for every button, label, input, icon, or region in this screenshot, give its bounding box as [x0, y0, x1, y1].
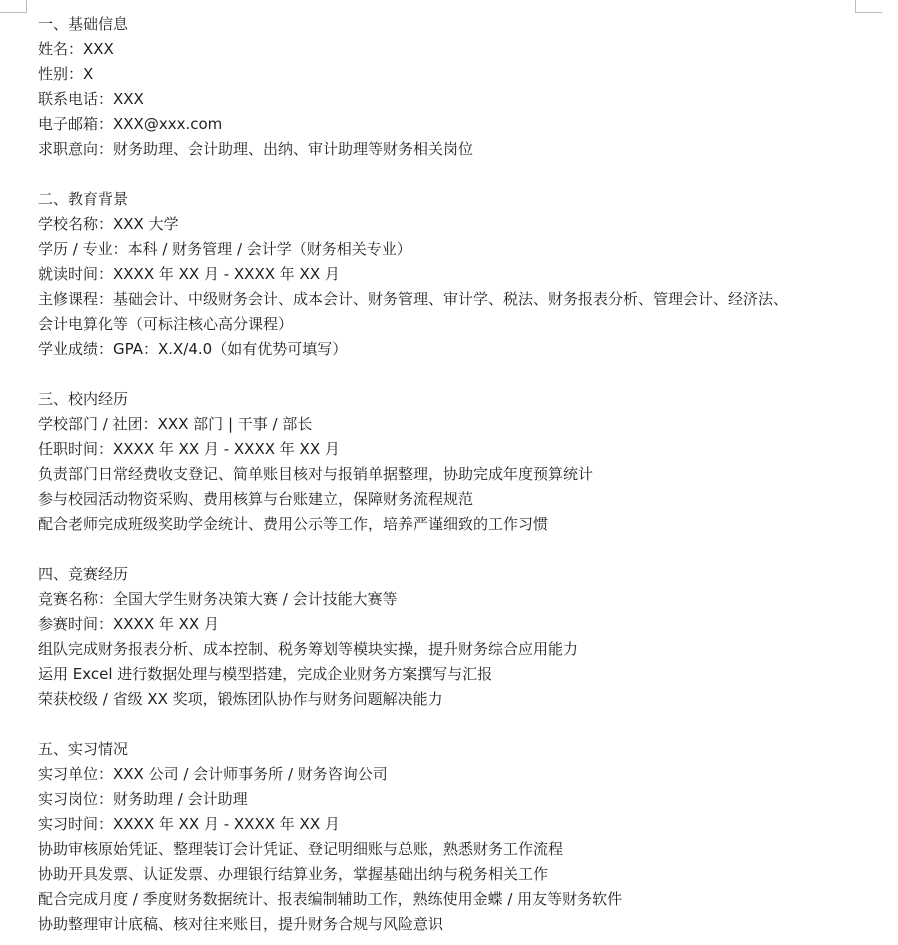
section-basic-info: [38, 12, 868, 162]
list-item: 运用 Excel 进行数据处理与模型搭建，完成企业财务方案撰写与汇报: [38, 665, 493, 683]
section-heading: 三、校内经历: [38, 390, 129, 408]
company-line: 实习单位：XXX 公司 / 会计师事务所 / 财务咨询公司: [38, 765, 388, 783]
page-corner-mark-left: [0, 0, 27, 13]
section-campus: [38, 387, 868, 537]
competition-name-line: 竞赛名称：全国大学生财务决策大赛 / 会计技能大赛等: [38, 590, 398, 608]
list-item: 协助整理审计底稿、核对往来账目，提升财务合规与风险意识: [38, 915, 444, 933]
list-item: 荣获校级 / 省级 XX 奖项，锻炼团队协作与财务问题解决能力: [38, 690, 443, 708]
section-education: [38, 187, 868, 362]
section-heading: 一、基础信息: [38, 15, 129, 33]
blank-line: [38, 162, 868, 187]
blank-line: [38, 712, 868, 737]
name-line: 姓名：XXX: [38, 40, 114, 58]
internship-period-line: 实习时间：XXXX 年 XX 月 - XXXX 年 XX 月: [38, 815, 340, 833]
section-competition: [38, 562, 868, 712]
list-item: 协助审核原始凭证、整理装订会计凭证、登记明细账与总账，熟悉财务工作流程: [38, 840, 564, 858]
section-heading: 五、实习情况: [38, 740, 129, 758]
list-item: 协助开具发票、认证发票、办理银行结算业务，掌握基础出纳与税务相关工作: [38, 865, 549, 883]
blank-line: [38, 537, 868, 562]
email-line: 电子邮箱：XXX@xxx.com: [38, 115, 223, 133]
gender-line: 性别：X: [38, 65, 94, 83]
study-period-line: 就读时间：XXXX 年 XX 月 - XXXX 年 XX 月: [38, 265, 340, 283]
tenure-line: 任职时间：XXXX 年 XX 月 - XXXX 年 XX 月: [38, 440, 340, 458]
list-item: 组队完成财务报表分析、成本控制、税务筹划等模块实操，提升财务综合应用能力: [38, 640, 579, 658]
school-line: 学校名称：XXX 大学: [38, 215, 179, 233]
gpa-line: 学业成绩：GPA：X.X/4.0（如有优势可填写）: [38, 340, 348, 358]
resume-content: [38, 12, 868, 937]
section-heading: 二、教育背景: [38, 190, 129, 208]
position-line: 实习岗位：财务助理 / 会计助理: [38, 790, 248, 808]
blank-line: [38, 362, 868, 387]
list-item: 配合老师完成班级奖助学金统计、费用公示等工作，培养严谨细致的工作习惯: [38, 515, 549, 533]
list-item: 配合完成月度 / 季度财务数据统计、报表编制辅助工作，熟练使用金蝶 / 用友等财务软件: [38, 890, 623, 908]
list-item: 参与校园活动物资采购、费用核算与台账建立，保障财务流程规范: [38, 490, 474, 508]
section-heading: 四、竞赛经历: [38, 565, 129, 583]
competition-time-line: 参赛时间：XXXX 年 XX 月: [38, 615, 219, 633]
list-item: 负责部门日常经费收支登记、简单账目核对与报销单据整理，协助完成年度预算统计: [38, 465, 594, 483]
department-line: 学校部门 / 社团：XXX 部门 | 干事 / 部长: [38, 415, 313, 433]
degree-line: 学历 / 专业：本科 / 财务管理 / 会计学（财务相关专业）: [38, 240, 412, 258]
job-intent-line: 求职意向：财务助理、会计助理、出纳、审计助理等财务相关岗位: [38, 140, 474, 158]
courses-line-continued: 会计电算化等（可标注核心高分课程）: [38, 315, 294, 333]
courses-line: 主修课程：基础会计、中级财务会计、成本会计、财务管理、审计学、税法、财务报表分析、管理会计、经济法、: [38, 290, 789, 308]
section-internship: [38, 737, 868, 937]
phone-line: 联系电话：XXX: [38, 90, 144, 108]
